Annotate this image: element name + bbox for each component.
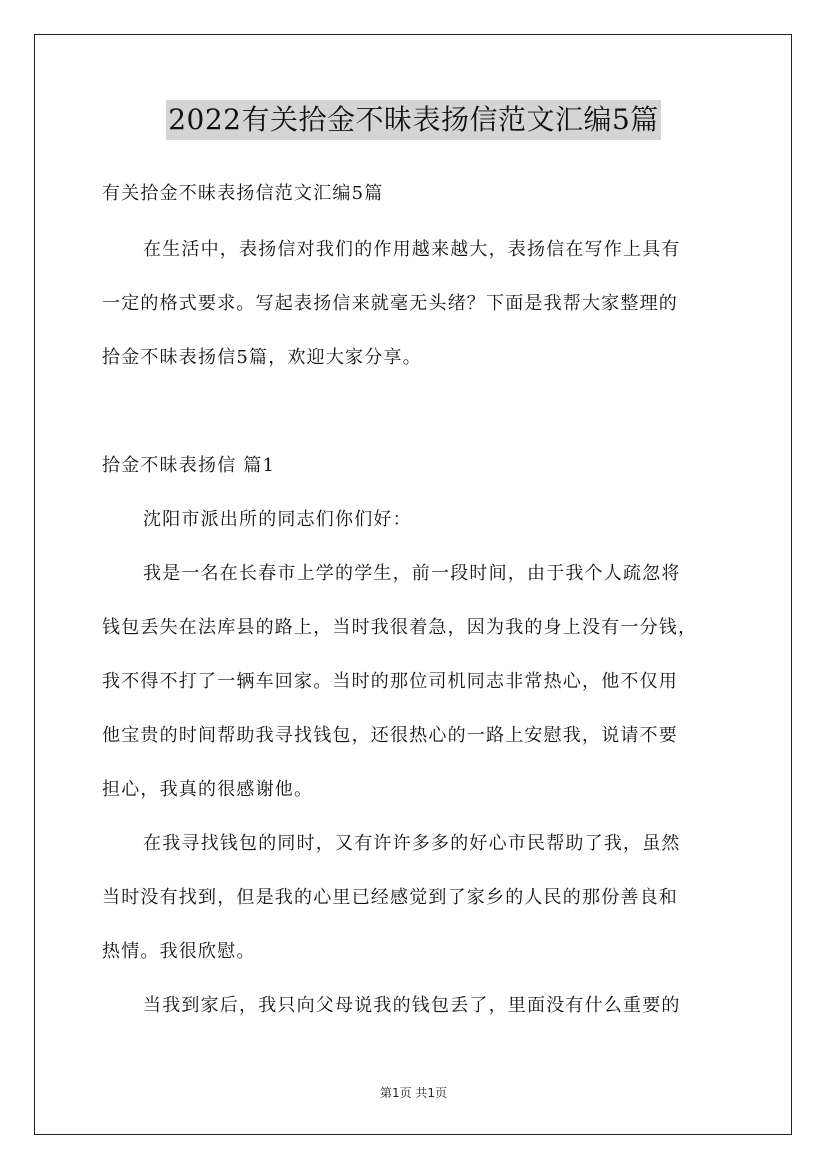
body-line-9: 热情。我很欣慰。 [102, 941, 256, 962]
document-subtitle: 有关拾金不昧表扬信范文汇编5篇 [102, 183, 384, 204]
body-line-7: 在我寻找钱包的同时，又有许许多多的好心市民帮助了我，虽然 [143, 833, 681, 854]
body-line-8: 当时没有找到，但是我的心里已经感觉到了家乡的人民的那份善良和 [102, 887, 678, 908]
body-line-1: 沈阳市派出所的同志们你们好： [143, 509, 412, 530]
intro-line-2: 一定的格式要求。写起表扬信来就毫无头绪？下面是我帮大家整理的 [102, 293, 678, 314]
page-footer: 第1页 共1页 [379, 1086, 448, 1100]
intro-line-3: 拾金不昧表扬信5篇，欢迎大家分享。 [102, 347, 422, 368]
document-title: 2022有关拾金不昧表扬信范文汇编5篇 [166, 100, 661, 140]
body-line-3: 钱包丢失在法库县的路上，当时我很着急，因为我的身上没有一分钱， [102, 617, 698, 638]
body-line-10: 当我到家后，我只向父母说我的钱包丢了，里面没有什么重要的 [143, 995, 681, 1016]
section-heading: 拾金不昧表扬信 篇1 [102, 455, 276, 476]
body-line-4: 我不得不打了一辆车回家。当时的那位司机同志非常热心，他不仅用 [102, 671, 678, 692]
body-line-6: 担心，我真的很感谢他。 [102, 779, 314, 800]
intro-line-1: 在生活中，表扬信对我们的作用越来越大，表扬信在写作上具有 [143, 239, 681, 260]
body-line-2: 我是一名在长春市上学的学生，前一段时间，由于我个人疏忽将 [143, 563, 681, 584]
body-line-5: 他宝贵的时间帮助我寻找钱包，还很热心的一路上安慰我，说请不要 [102, 725, 678, 746]
document-title-wrap [0, 100, 827, 140]
